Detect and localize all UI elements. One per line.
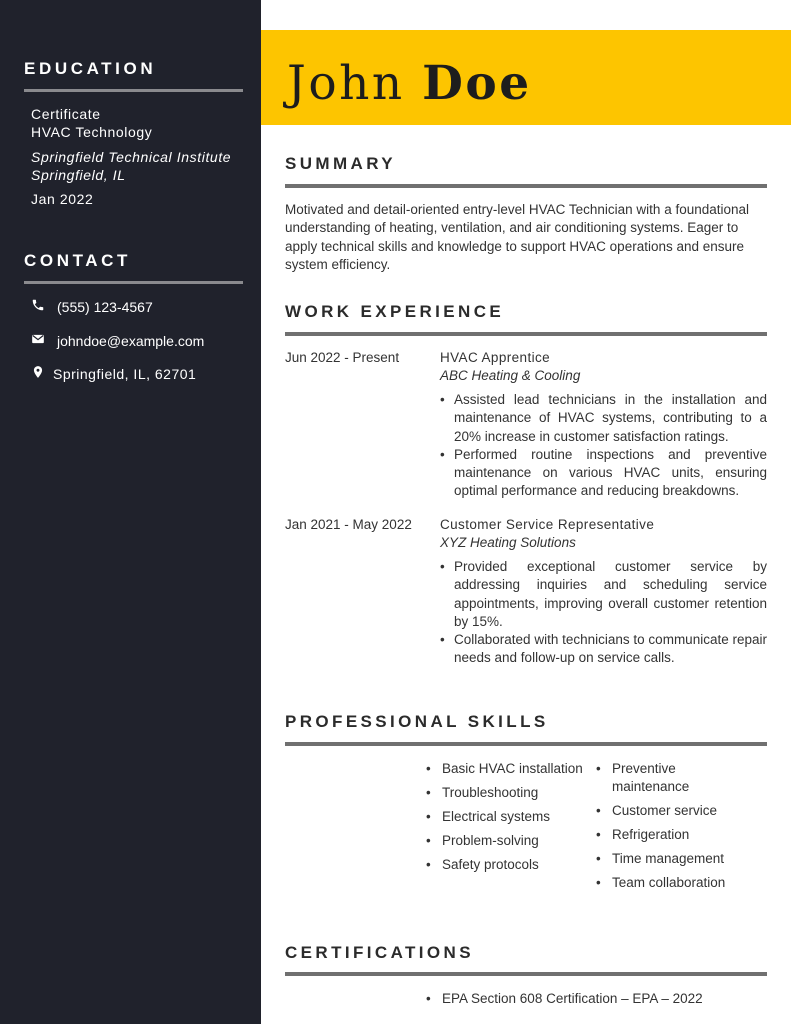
skills-list-left [426,760,596,880]
professional-skills-heading: PROFESSIONAL SKILLS [285,712,549,731]
job-bullet: • Provided exceptional customer service by addressing inquiries and scheduling service appointments, improving overall customer retention by 15%. [440,558,767,631]
summary-text: Motivated and detail-oriented entry-level HVAC Technician with a foundational understanding of heating, ventilation, and air conditioning systems. Eager to apply technical skills and knowledge to support HVAC operations and ensure system efficiency. [285,202,750,272]
education-heading: EDUCATION [24,59,157,78]
contact-address: Springfield, IL, 62701 [53,366,197,382]
job-dates: Jun 2022 - Present [285,350,400,365]
job-bullet: • Collaborated with technicians to communicate repair needs and follow-up on service calls. [440,631,767,668]
skill-item: • Safety protocols [426,856,596,874]
skill-item: • Time management [596,850,756,868]
candidate-name [287,56,532,111]
work-experience-heading: WORK EXPERIENCE [285,302,505,321]
job-bullets [440,391,767,501]
job-dates: Jan 2021 - May 2022 [285,517,412,532]
work-experience-divider [285,332,767,336]
skill-item: • Customer service [596,802,756,820]
skill-item: • Refrigeration [596,826,756,844]
certification-item: • EPA Section 608 Certification – EPA – 2022 [426,990,766,1008]
location-pin-icon [31,365,45,379]
skills-list-right [596,760,756,898]
job-title: HVAC Apprentice [440,350,551,365]
contact-phone[interactable]: (555) 123-4567 [57,299,153,315]
contact-email[interactable]: johndoe@example.com [57,333,205,349]
job-bullets [440,558,767,668]
education-school: Springfield Technical Institute [31,149,232,165]
job-title: Customer Service Representative [440,517,655,532]
education-field: HVAC Technology [31,124,153,140]
job-company: ABC Heating & Cooling [440,368,581,383]
sidebar [0,0,261,1024]
education-location: Springfield, IL [31,167,126,183]
summary-divider [285,184,767,188]
job-bullet: • Performed routine inspections and preventive maintenance on various HVAC units, ensuring optimal performance and reducing breakdowns. [440,446,767,501]
skill-item: • Basic HVAC installation [426,760,596,778]
certifications-heading: CERTIFICATIONS [285,943,474,962]
contact-divider [24,281,243,284]
professional-skills-divider [285,742,767,746]
education-divider [24,89,243,92]
last-name: Doe [422,56,532,111]
skill-item: • Troubleshooting [426,784,596,802]
email-icon [31,332,45,346]
skill-item: • Electrical systems [426,808,596,826]
job-company: XYZ Heating Solutions [440,535,576,550]
skill-item: • Team collaboration [596,874,756,892]
skill-item: • Preventive maintenance [596,760,756,796]
certifications-divider [285,972,767,976]
education-date: Jan 2022 [31,191,94,207]
education-degree: Certificate [31,106,101,122]
certifications-list [426,990,766,1014]
job-bullet: • Assisted lead technicians in the installation and maintenance of HVAC systems, contributing to a 20% increase in customer satisfaction ratings. [440,391,767,446]
phone-icon [31,298,45,312]
contact-heading: CONTACT [24,251,132,270]
first-name: John [287,56,405,111]
skill-item: • Problem-solving [426,832,596,850]
summary-heading: SUMMARY [285,154,396,173]
